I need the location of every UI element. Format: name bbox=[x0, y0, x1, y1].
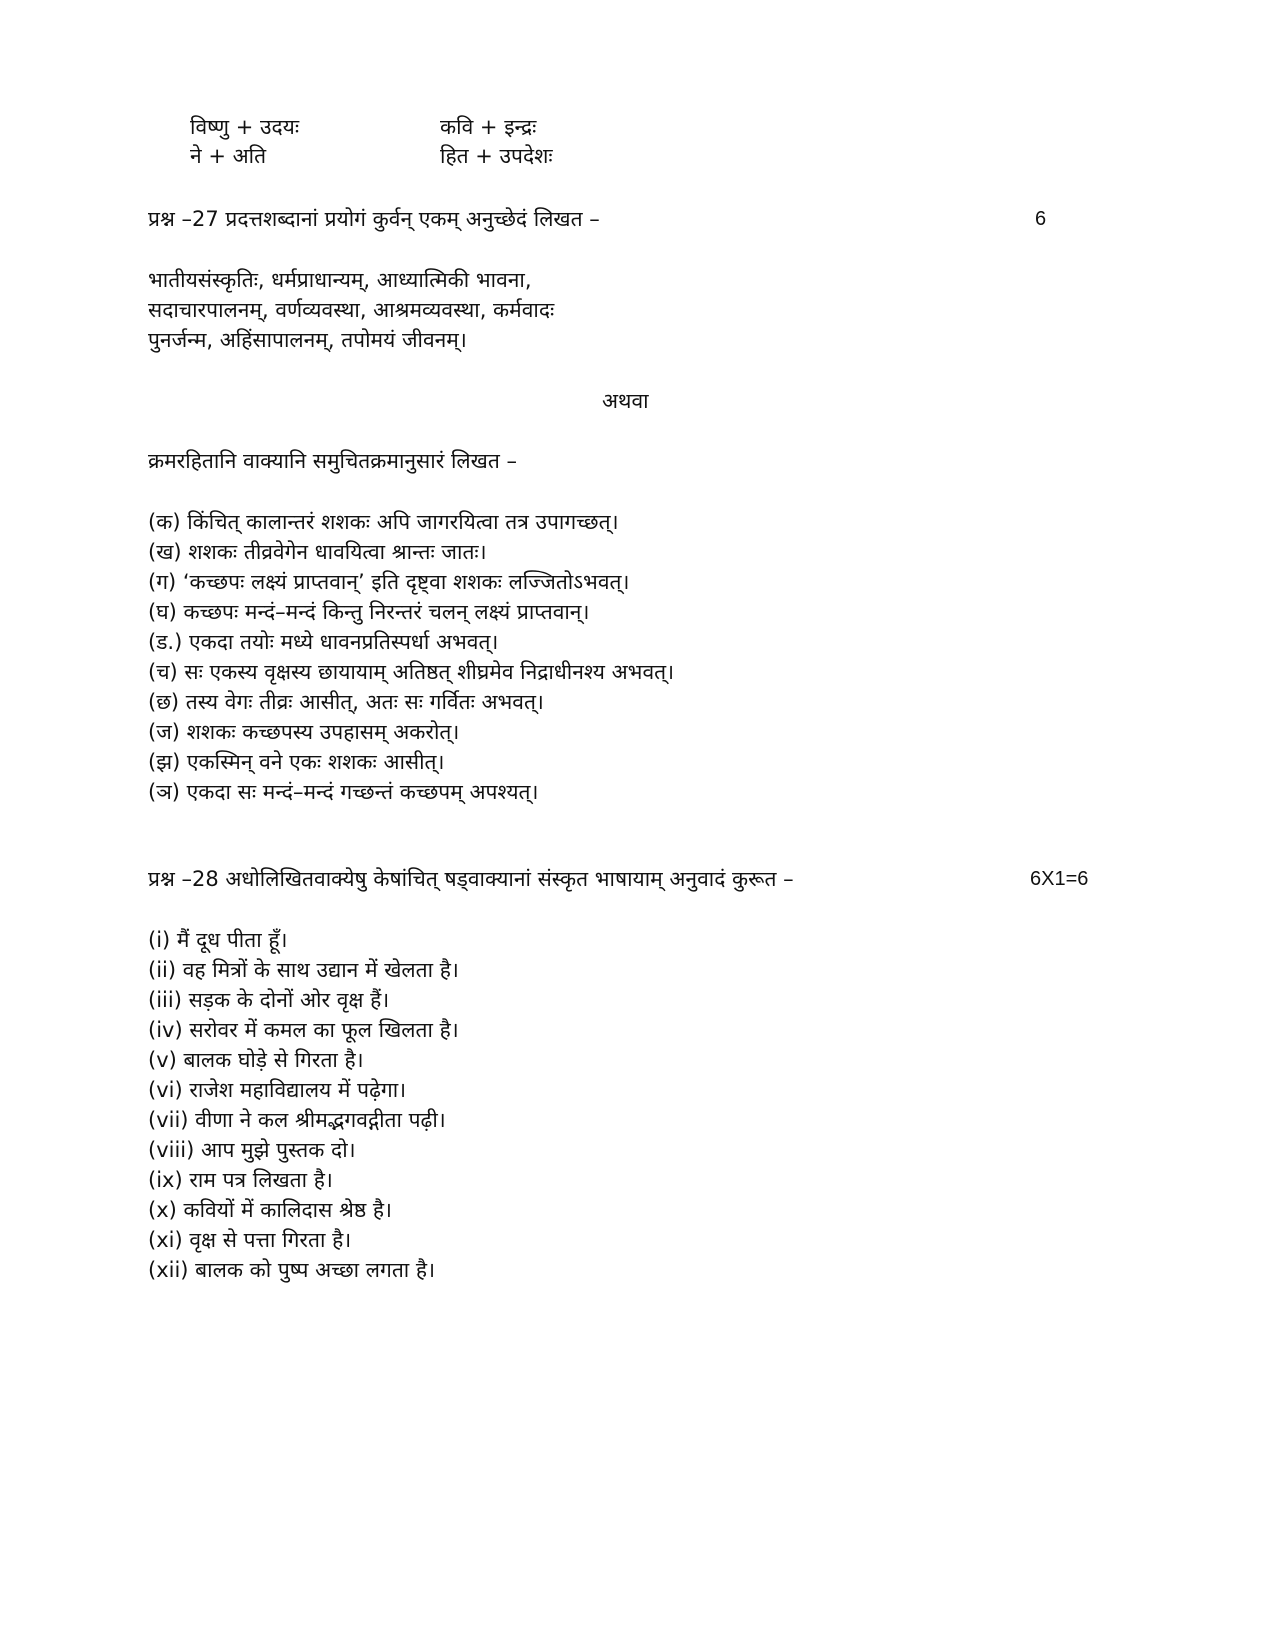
jumbled-sentence: (च) सः एकस्य वृक्षस्य छायायाम् अतिष्ठत् शीघ्रमेव निद्राधीनश्य अभवत्। bbox=[148, 660, 675, 684]
q27-word-line-1: भातीयसंस्कृतिः, धर्मप्राधान्यम्, आध्यात्मिकी भावना, bbox=[148, 268, 532, 292]
translation-sentence: (xi) वृक्ष से पत्ता गिरता है। bbox=[148, 1228, 352, 1252]
q27-word-line-2: सदाचारपालनम्, वर्णव्यवस्था, आश्रमव्यवस्था, कर्मवादः bbox=[148, 298, 555, 322]
translation-sentence: (ii) वह मित्रों के साथ उद्यान में खेलता है। bbox=[148, 958, 459, 982]
translation-sentence: (i) मैं दूध पीता हूँ। bbox=[148, 928, 288, 952]
jumbled-sentence: (घ) कच्छपः मन्दं–मन्दं किन्तु निरन्तरं चलन् लक्ष्यं प्राप्तवान्। bbox=[148, 600, 590, 624]
sandhi-row2-right: हित + उपदेशः bbox=[440, 144, 553, 168]
translation-sentence: (iii) सड़क के दोनों ओर वृक्ष हैं। bbox=[148, 988, 390, 1012]
jumbled-sentence: (ञ) एकदा सः मन्दं–मन्दं गच्छन्तं कच्छपम् अपश्यत्। bbox=[148, 780, 539, 804]
jumbled-sentence: (झ) एकस्मिन् वने एकः शशकः आसीत्। bbox=[148, 750, 445, 774]
sandhi-row1-right: कवि + इन्द्रः bbox=[440, 115, 537, 139]
translation-sentence: (ix) राम पत्र लिखता है। bbox=[148, 1168, 333, 1192]
translation-sentence: (xii) बालक को पुष्प अच्छा लगता है। bbox=[148, 1258, 436, 1282]
jumbled-sentence: (ज) शशकः कच्छपस्य उपहासम् अकरोत्। bbox=[148, 720, 460, 744]
q27-marks: 6 bbox=[1035, 208, 1047, 230]
translation-sentence: (x) कवियों में कालिदास श्रेष्ठ है। bbox=[148, 1198, 392, 1222]
jumbled-sentence: (ख) शशकः तीव्रवेगेन धावयित्वा श्रान्तः जातः। bbox=[148, 540, 487, 564]
translation-sentence: (iv) सरोवर में कमल का फूल खिलता है। bbox=[148, 1018, 459, 1042]
q28-marks: 6X1=6 bbox=[1030, 868, 1089, 890]
jumbled-sentence: (ड.) एकदा तयोः मध्ये धावनप्रतिस्पर्धा अभवत्। bbox=[148, 630, 499, 654]
translation-sentence: (v) बालक घोड़े से गिरता है। bbox=[148, 1048, 364, 1072]
q28-question: प्रश्न –28 अधोलिखितवाक्येषु केषांचित् षड्वाक्यानां संस्कृत भाषायाम् अनुवादं कुरूत – bbox=[148, 867, 794, 891]
q27-word-line-3: पुनर्जन्म, अहिंसापालनम्, तपोमयं जीवनम्। bbox=[148, 328, 467, 352]
q27-or-instruction: क्रमरहितानि वाक्यानि समुचितक्रमानुसारं लिखत – bbox=[148, 449, 517, 473]
q27-question: प्रश्न –27 प्रदत्तशब्दानां प्रयोगं कुर्वन् एकम् अनुच्छेदं लिखत – bbox=[148, 207, 600, 231]
jumbled-sentence: (क) किंचित् कालान्तरं शशकः अपि जागरयित्वा तत्र उपागच्छत्। bbox=[148, 510, 619, 534]
or-label: अथवा bbox=[602, 389, 649, 413]
translation-sentence: (vi) राजेश महाविद्यालय में पढ़ेगा। bbox=[148, 1078, 407, 1102]
sandhi-row2-left: ने + अति bbox=[190, 144, 267, 168]
jumbled-sentence: (छ) तस्य वेगः तीव्रः आसीत्, अतः सः गर्वितः अभवत्। bbox=[148, 690, 544, 714]
jumbled-sentence: (ग) ‘कच्छपः लक्ष्यं प्राप्तवान्’ इति दृष्ट्वा शशकः लज्जितोऽभवत्। bbox=[148, 570, 630, 594]
translation-sentence: (vii) वीणा ने कल श्रीमद्भगवद्गीता पढ़ी। bbox=[148, 1108, 446, 1132]
sandhi-row1-left: विष्णु + उदयः bbox=[190, 115, 300, 139]
translation-sentence: (viii) आप मुझे पुस्तक दो। bbox=[148, 1138, 356, 1162]
